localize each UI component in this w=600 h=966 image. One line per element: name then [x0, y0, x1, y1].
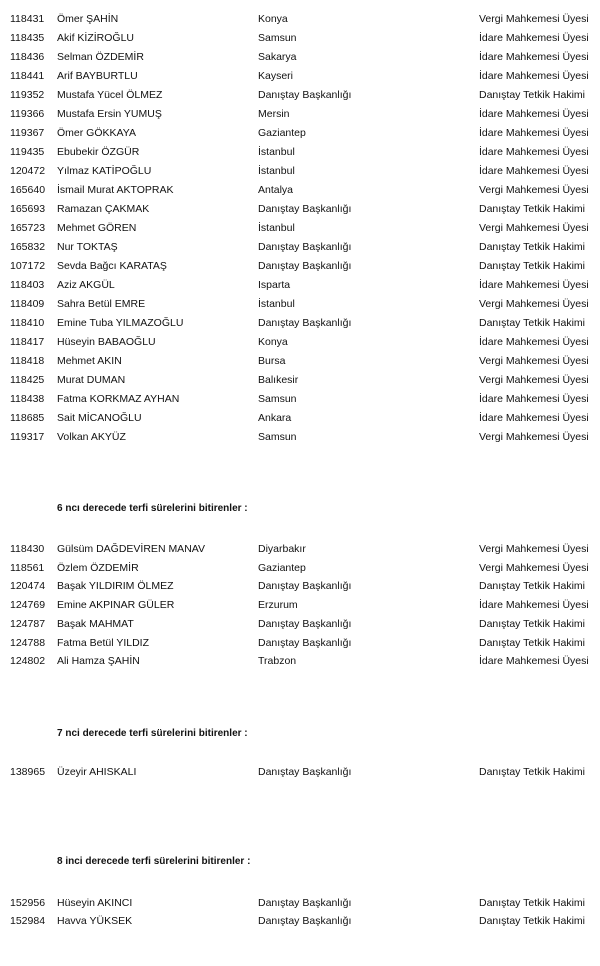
person-name: Sevda Bağcı KARATAŞ	[57, 260, 167, 272]
registry-number: 120474	[10, 580, 46, 592]
duty-location: Danıştay Başkanlığı	[258, 89, 352, 101]
job-title: Vergi Mahkemesi Üyesi	[479, 543, 589, 555]
job-title: Danıştay Tetkik Hakimi	[479, 317, 586, 329]
duty-location: İstanbul	[258, 298, 295, 310]
job-title: İdare Mahkemesi Üyesi	[479, 70, 589, 82]
person-name: Ömer GÖKKAYA	[57, 127, 136, 139]
duty-location: Erzurum	[258, 599, 298, 611]
table-row	[0, 372, 600, 388]
registry-number: 138965	[10, 766, 46, 778]
registry-number: 119435	[10, 146, 45, 158]
table-row	[0, 182, 600, 198]
person-name: Fatma KORKMAZ AYHAN	[57, 393, 180, 405]
table-row	[0, 616, 600, 632]
duty-location: Kayseri	[258, 70, 294, 82]
table-row	[0, 30, 600, 46]
person-name: Arif BAYBURTLU	[57, 70, 138, 82]
table-row	[0, 635, 600, 651]
person-name: Mustafa Ersin YUMUŞ	[57, 108, 162, 120]
duty-location: Samsun	[258, 431, 297, 443]
registry-number: 118431	[10, 13, 45, 25]
duty-location: İstanbul	[258, 146, 295, 158]
person-name: Başak MAHMAT	[57, 618, 134, 630]
registry-number: 165640	[10, 184, 46, 196]
person-name: Sahra Betül EMRE	[57, 298, 146, 310]
person-name: Başak YILDIRIM ÖLMEZ	[57, 580, 174, 592]
person-name: Mehmet AKIN	[57, 355, 122, 367]
job-title: İdare Mahkemesi Üyesi	[479, 279, 589, 291]
person-name: Ramazan ÇAKMAK	[57, 203, 150, 215]
table-row	[0, 764, 600, 780]
table-row	[0, 163, 600, 179]
person-name: Özlem ÖZDEMİR	[57, 562, 139, 574]
person-name: İsmail Murat AKTOPRAK	[57, 184, 174, 196]
table-row	[0, 106, 600, 122]
section-heading: 8 inci derecede terfi sürelerini bitirenler :	[57, 856, 251, 867]
person-name: Hüseyin AKINCI	[57, 897, 133, 909]
duty-location: Konya	[258, 336, 288, 348]
duty-location: Gaziantep	[258, 127, 306, 139]
table-row	[0, 239, 600, 255]
person-name: Sait MİCANOĞLU	[57, 412, 142, 424]
person-name: Fatma Betül YILDIZ	[57, 637, 150, 649]
duty-location: Balıkesir	[258, 374, 299, 386]
duty-location: Danıştay Başkanlığı	[258, 317, 352, 329]
duty-location: Konya	[258, 13, 288, 25]
duty-location: Danıştay Başkanlığı	[258, 637, 352, 649]
duty-location: Danıştay Başkanlığı	[258, 241, 352, 253]
job-title: Vergi Mahkemesi Üyesi	[479, 222, 589, 234]
table-row	[0, 258, 600, 274]
job-title: İdare Mahkemesi Üyesi	[479, 165, 589, 177]
job-title: Vergi Mahkemesi Üyesi	[479, 184, 589, 196]
registry-number: 152956	[10, 897, 46, 909]
table-row	[0, 913, 600, 929]
person-name: Ebubekir ÖZGÜR	[57, 146, 140, 158]
duty-location: Mersin	[258, 108, 290, 120]
registry-number: 165693	[10, 203, 46, 215]
registry-number: 124769	[10, 599, 46, 611]
table-row	[0, 560, 600, 576]
table-row	[0, 315, 600, 331]
registry-number: 118685	[10, 412, 45, 424]
job-title: İdare Mahkemesi Üyesi	[479, 32, 589, 44]
registry-number: 118438	[10, 393, 45, 405]
duty-location: İstanbul	[258, 165, 295, 177]
table-row	[0, 353, 600, 369]
table-row	[0, 49, 600, 65]
registry-number: 124802	[10, 655, 46, 667]
registry-number: 118561	[10, 562, 45, 574]
job-title: İdare Mahkemesi Üyesi	[479, 51, 589, 63]
table-row	[0, 429, 600, 445]
registry-number: 118409	[10, 298, 45, 310]
person-name: Hüseyin BABAOĞLU	[57, 336, 156, 348]
table-row	[0, 144, 600, 160]
duty-location: Danıştay Başkanlığı	[258, 580, 352, 592]
registry-number: 119366	[10, 108, 45, 120]
duty-location: Danıştay Başkanlığı	[258, 915, 352, 927]
job-title: İdare Mahkemesi Üyesi	[479, 146, 589, 158]
registry-number: 124788	[10, 637, 46, 649]
job-title: Vergi Mahkemesi Üyesi	[479, 355, 589, 367]
table-row	[0, 334, 600, 350]
table-row	[0, 391, 600, 407]
person-name: Murat DUMAN	[57, 374, 126, 386]
job-title: İdare Mahkemesi Üyesi	[479, 393, 589, 405]
table-row	[0, 125, 600, 141]
person-name: Havva YÜKSEK	[57, 915, 133, 927]
person-name: Mehmet GÖREN	[57, 222, 137, 234]
person-name: Volkan AKYÜZ	[57, 431, 126, 443]
registry-number: 119352	[10, 89, 45, 101]
person-name: Mustafa Yücel ÖLMEZ	[57, 89, 163, 101]
job-title: İdare Mahkemesi Üyesi	[479, 336, 589, 348]
table-row	[0, 220, 600, 236]
table-row	[0, 296, 600, 312]
job-title: Vergi Mahkemesi Üyesi	[479, 431, 589, 443]
job-title: Danıştay Tetkik Hakimi	[479, 637, 586, 649]
registry-number: 107172	[10, 260, 46, 272]
table-row	[0, 68, 600, 84]
duty-location: Diyarbakır	[258, 543, 306, 555]
table-row	[0, 541, 600, 557]
registry-number: 119317	[10, 431, 45, 443]
job-title: İdare Mahkemesi Üyesi	[479, 655, 589, 667]
registry-number: 118435	[10, 32, 45, 44]
job-title: Danıştay Tetkik Hakimi	[479, 241, 586, 253]
registry-number: 165723	[10, 222, 46, 234]
registry-number: 119367	[10, 127, 45, 139]
person-name: Ömer ŞAHİN	[57, 13, 119, 25]
registry-number: 152984	[10, 915, 46, 927]
person-name: Gülsüm DAĞDEVİREN MANAV	[57, 543, 205, 555]
person-name: Nur TOKTAŞ	[57, 241, 118, 253]
person-name: Akif KİZİROĞLU	[57, 32, 135, 44]
duty-location: Antalya	[258, 184, 294, 196]
job-title: İdare Mahkemesi Üyesi	[479, 412, 589, 424]
job-title: Danıştay Tetkik Hakimi	[479, 203, 586, 215]
registry-number: 118403	[10, 279, 45, 291]
duty-location: Samsun	[258, 32, 297, 44]
table-row	[0, 653, 600, 669]
duty-location: Danıştay Başkanlığı	[258, 260, 352, 272]
duty-location: Isparta	[258, 279, 291, 291]
table-row	[0, 578, 600, 594]
duty-location: Gaziantep	[258, 562, 306, 574]
registry-number: 118425	[10, 374, 45, 386]
duty-location: Danıştay Başkanlığı	[258, 897, 352, 909]
registry-number: 118410	[10, 317, 45, 329]
job-title: İdare Mahkemesi Üyesi	[479, 127, 589, 139]
registry-number: 120472	[10, 165, 46, 177]
job-title: İdare Mahkemesi Üyesi	[479, 599, 589, 611]
job-title: Danıştay Tetkik Hakimi	[479, 260, 586, 272]
person-name: Aziz AKGÜL	[57, 279, 115, 291]
job-title: Danıştay Tetkik Hakimi	[479, 915, 586, 927]
job-title: Danıştay Tetkik Hakimi	[479, 618, 586, 630]
registry-number: 118441	[10, 70, 45, 82]
duty-location: Danıştay Başkanlığı	[258, 203, 352, 215]
duty-location: Trabzon	[258, 655, 297, 667]
duty-location: Danıştay Başkanlığı	[258, 766, 352, 778]
table-row	[0, 87, 600, 103]
job-title: Vergi Mahkemesi Üyesi	[479, 13, 589, 25]
duty-location: Sakarya	[258, 51, 297, 63]
duty-location: İstanbul	[258, 222, 295, 234]
job-title: Danıştay Tetkik Hakimi	[479, 89, 586, 101]
table-row	[0, 201, 600, 217]
table-row	[0, 597, 600, 613]
duty-location: Samsun	[258, 393, 297, 405]
duty-location: Danıştay Başkanlığı	[258, 618, 352, 630]
person-name: Yılmaz KATİPOĞLU	[57, 165, 152, 177]
registry-number: 124787	[10, 618, 46, 630]
job-title: İdare Mahkemesi Üyesi	[479, 108, 589, 120]
job-title: Vergi Mahkemesi Üyesi	[479, 298, 589, 310]
registry-number: 118417	[10, 336, 45, 348]
person-name: Emine Tuba YILMAZOĞLU	[57, 317, 184, 329]
duty-location: Bursa	[258, 355, 286, 367]
table-row	[0, 410, 600, 426]
registry-number: 118436	[10, 51, 45, 63]
person-name: Selman ÖZDEMİR	[57, 51, 144, 63]
job-title: Vergi Mahkemesi Üyesi	[479, 374, 589, 386]
registry-number: 118418	[10, 355, 45, 367]
table-row	[0, 277, 600, 293]
job-title: Vergi Mahkemesi Üyesi	[479, 562, 589, 574]
person-name: Ali Hamza ŞAHİN	[57, 655, 140, 667]
job-title: Danıştay Tetkik Hakimi	[479, 580, 586, 592]
job-title: Danıştay Tetkik Hakimi	[479, 897, 586, 909]
duty-location: Ankara	[258, 412, 292, 424]
section-heading: 6 ncı derecede terfi sürelerini bitirenler :	[57, 503, 248, 514]
table-row	[0, 895, 600, 911]
section-heading: 7 nci derecede terfi sürelerini bitirenler :	[57, 728, 248, 739]
registry-number: 118430	[10, 543, 45, 555]
job-title: Danıştay Tetkik Hakimi	[479, 766, 586, 778]
table-row	[0, 11, 600, 27]
person-name: Üzeyir AHISKALI	[57, 766, 137, 778]
registry-number: 165832	[10, 241, 46, 253]
person-name: Emine AKPINAR GÜLER	[57, 599, 175, 611]
